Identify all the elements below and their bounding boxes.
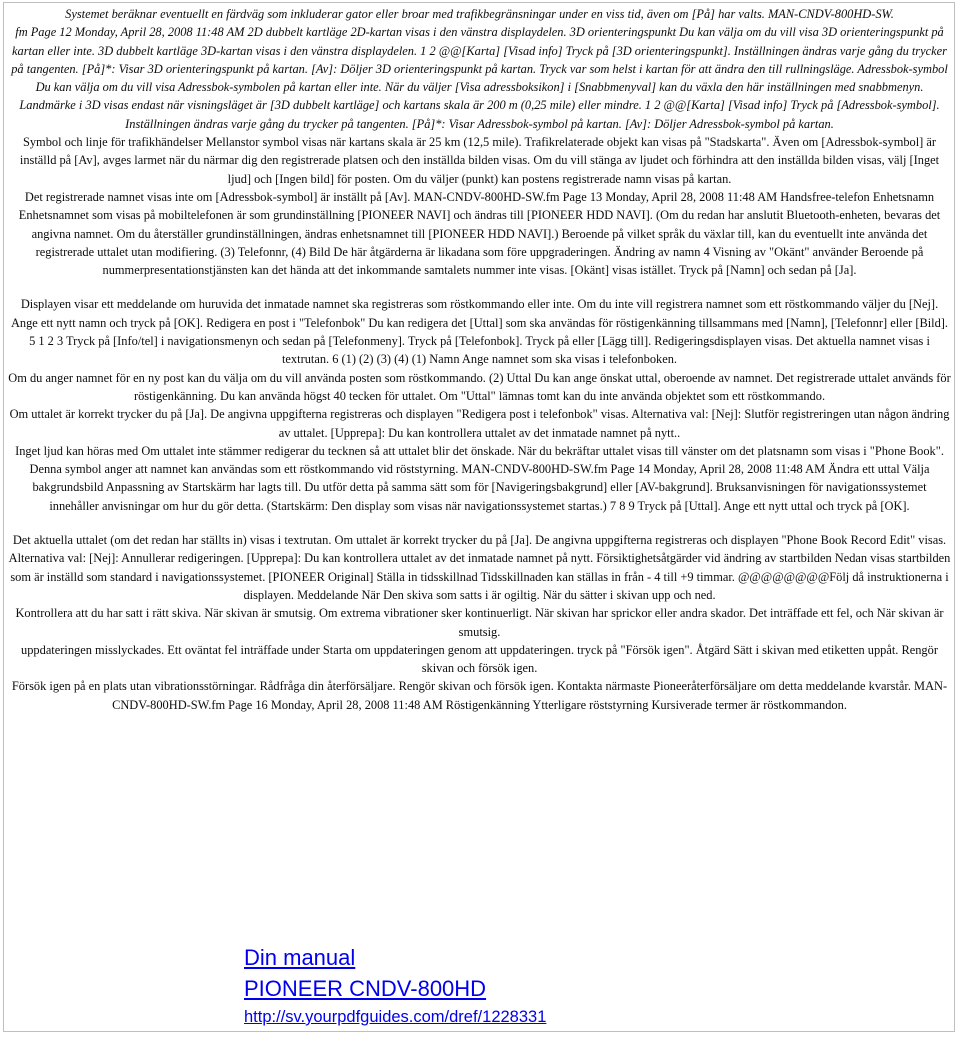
paragraph: Displayen visar ett meddelande om huruvida det inmatade namnet ska registreras som röstkommando eller inte. Om du inte vill registrera namnet som ett röstkommando väljer du [Nej]. Ange ett nytt namn och tryck på [OK]. Redigera en post i "Telefonbok" Du kan redigera det [Uttal] som ska användas för röstigenkänning tillsammans med [Namn], [Telefonnr] eller [Bild]. 5 1 2 3 Tryck på [Info/tel] i navigationsmenyn och sedan på [Telefonmeny]. Tryck på [Telefonbok]. Tryck på eller [Lägg till]. Redigeringsdisplayen visas. Det aktuella namnet visas i textrutan. 6 (1) (2) (3) (4) (1) Namn Ange namnet som ska visas i telefonboken. bbox=[10, 297, 949, 367]
paragraph: Försök igen på en plats utan vibrationsstörningar. Rådfråga din återförsäljare. Rengör skivan och försök igen. Kontakta närmaste Pioneeråterförsäljare om detta meddelande kvarstår. MAN-CNDV-800HD-SW.fm Page 16 Monday, April 28, 2008 11:48 AM Röstigenkänning Ytterligare röststyrning Kursiverade termer är röstkommandon. bbox=[11, 679, 948, 712]
body-text bbox=[8, 5, 951, 714]
paragraph: Om du anger namnet för en ny post kan du välja om du vill använda posten som röstkommando. (2) Uttal Du kan ange önskat uttal, oberoende av namnet. Det registrerade uttalet används för röstigenkänning. Du kan använda högst 40 tecken för uttalet. Om "Uttal" lämnas tomt kan du inte använda objektet som ett röstkommando. bbox=[8, 370, 951, 403]
paragraph: Inget ljud kan höras med Om uttalet inte stämmer redigerar du tecknen så att uttalet blir det önskade. När du bekräftar uttalet visas till vänster om det platsnamn som visas i "Phone Book". Denna symbol anger att namnet kan användas som ett röstkommando vid röststyrning. MAN-CNDV-800HD-SW.fm Page 14 Monday, April 28, 2008 11:48 AM Ändra ett uttal Välja bakgrundsbild Anpassning av Startskärm har lagts till. Du utför detta på samma sätt som för [Navigeringsbakgrund] eller [AV-bakgrund]. Bruksanvisningen för navigationssystemet innehåller anvisningar om hur du gör detta. (Startskärm: Den display som visas när navigationssystemet startas.) 7 8 9 Tryck på [Uttal]. Ange ett nytt uttal och tryck på [OK]. bbox=[15, 443, 944, 513]
document-page bbox=[3, 2, 955, 1032]
paragraph: Det aktuella uttalet (om det redan har ställts in) visas i textrutan. Om uttalet är korrekt trycker du på [Ja]. De angivna uppgifterna registreras och displayen "Phone Book Record Edit" visas. Alternativa val: [Nej]: Annullerar redigeringen. [Upprepa]: Du kan kontrollera uttalet av det inmatade namnet på nytt. Försiktighetsåtgärder vid ändring av startbilden Nedan visas startbilden som är inställd som standard i navigationssystemet. [PIONEER Original] Ställa in tidsskillnad Tidsskillnaden kan ställas in från - 4 till +9 timmar. @@@@@@@@Följ då instruktionerna i displayen. Meddelande När Den skiva som satts i är ogiltig. När du sätter i skivan upp och ned. bbox=[8, 533, 951, 602]
paragraph: Om uttalet är korrekt trycker du på [Ja]. De angivna uppgifterna registreras och displayen "Redigera post i telefonbok" visas. Alternativa val: [Nej]: Slutför registreringen utan någon ändring av uttalet. [Upprepa]: Du kan kontrollera uttalet av det inmatade namnet på nytt.. bbox=[9, 407, 950, 440]
manual-link-block bbox=[244, 943, 546, 1029]
paragraph: uppdateringen misslyckades. Ett oväntat fel inträffade under Starta om uppdateringen genom att uppdateringen. tryck på "Försök igen". Åtgärd Sätt i skivan med etiketten uppåt. Rengör skivan och försök igen. bbox=[21, 642, 938, 676]
paragraph: Systemet beräknar eventuellt en färdväg som inkluderar gator eller broar med trafikbegränsningar under en viss tid, även om [På] har valts. MAN-CNDV-800HD-SW. bbox=[65, 7, 894, 21]
din-manual-link[interactable]: Din manual bbox=[244, 945, 356, 970]
product-name-link[interactable]: PIONEER CNDV-800HD bbox=[244, 976, 487, 1001]
paragraph: Symbol och linje för trafikhändelser Mellanstor symbol visas när kartans skala är 25 km (12,5 mile). Trafikrelaterade objekt kan visas på "Stadskarta". Även om [Adressbok-symbol] är inställd på [Av], avges larmet när du närmar dig den registrerade platsen och den inställda bilden visas. Om du vill stänga av ljudet och förhindra att den inställda bilden visas, välj [Inget ljud] och [Ingen bild] för posten. Om du väljer (punkt) kan postens registrerade namn visas på kartan. bbox=[19, 135, 940, 186]
paragraph: fm Page 12 Monday, April 28, 2008 11:48 AM 2D dubbelt kartläge 2D-kartan visas i den vänstra displaydelen. 3D orienteringspunkt Du kan välja om du vill visa 3D orienteringspunkt på kartan eller inte. 3D dubbelt kartläge 3D-kartan visas i den vänstra displaydelen. 1 2 @@[Karta] [Visad info] Tryck på [3D orienteringspunkt]. Inställningen ändras varje gång du trycker på tangenten. [På]*: Visar 3D orienteringspunkt på kartan. [Av]: Döljer 3D orienteringspunkt på kartan. Tryck var som helst i kartan för att ändra den till rullningsläge. Adressbok-symbol Du kan välja om du vill visa Adressbok-symbolen på kartan eller inte. När du väljer [Visa adressboksikon] i [Snabbmenyval] kan du växla den här inställningen med snabbmenyn. bbox=[11, 25, 948, 95]
manual-url-link[interactable]: http://sv.yourpdfguides.com/dref/1228331 bbox=[244, 1008, 547, 1026]
paragraph: Det registrerade namnet visas inte om [Adressbok-symbol] är inställt på [Av]. MAN-CNDV-800HD-SW.fm Page 13 Monday, April 28, 2008 11:48 AM Handsfree-telefon Enhetsnamn Enhetsnamnet som visas på mobiltelefonen är som grundinställning [PIONEER NAVI] och ändras till [PIONEER HDD NAVI]. (Om du redan har anslutit Bluetooth-enheten, bevaras det angivna namnet. Om du återställer grundinställningen, ändras enhetsnamnet till [PIONEER HDD NAVI].) Beroende på vilket språk du växlar till, kan du eventuellt inte använda det registrerade uttalet utan modifiering. (3) Telefonnr, (4) Bild De här åtgärderna är likadana som före uppgraderingen. Ändring av namn 4 Visning av "Okänt" använder Beroende på nummerpresentationstjänsten kan det hända att det inkommande samtalets nummer inte visas. [Okänt] visas istället. Tryck på [Namn] och sedan på [Ja]. bbox=[18, 189, 941, 278]
paragraph: Landmärke i 3D visas endast när visningsläget är [3D dubbelt kartläge] och kartans skala är 200 m (0,25 mile) eller mindre. 1 2 @@[Karta] [Visad info] Tryck på [Adressbok-symbol]. Inställningen ändras varje gång du trycker på tangenten. [På]*: Visar Adressbok-symbol på kartan. [Av]: Döljer Adressbok-symbol på kartan. bbox=[19, 98, 940, 131]
paragraph: Kontrollera att du har satt i rätt skiva. När skivan är smutsig. Om extrema vibrationer sker kontinuerligt. När skivan har sprickor eller andra skador. Det inträffade ett fel, och När skivan är smutsig. bbox=[15, 606, 944, 639]
